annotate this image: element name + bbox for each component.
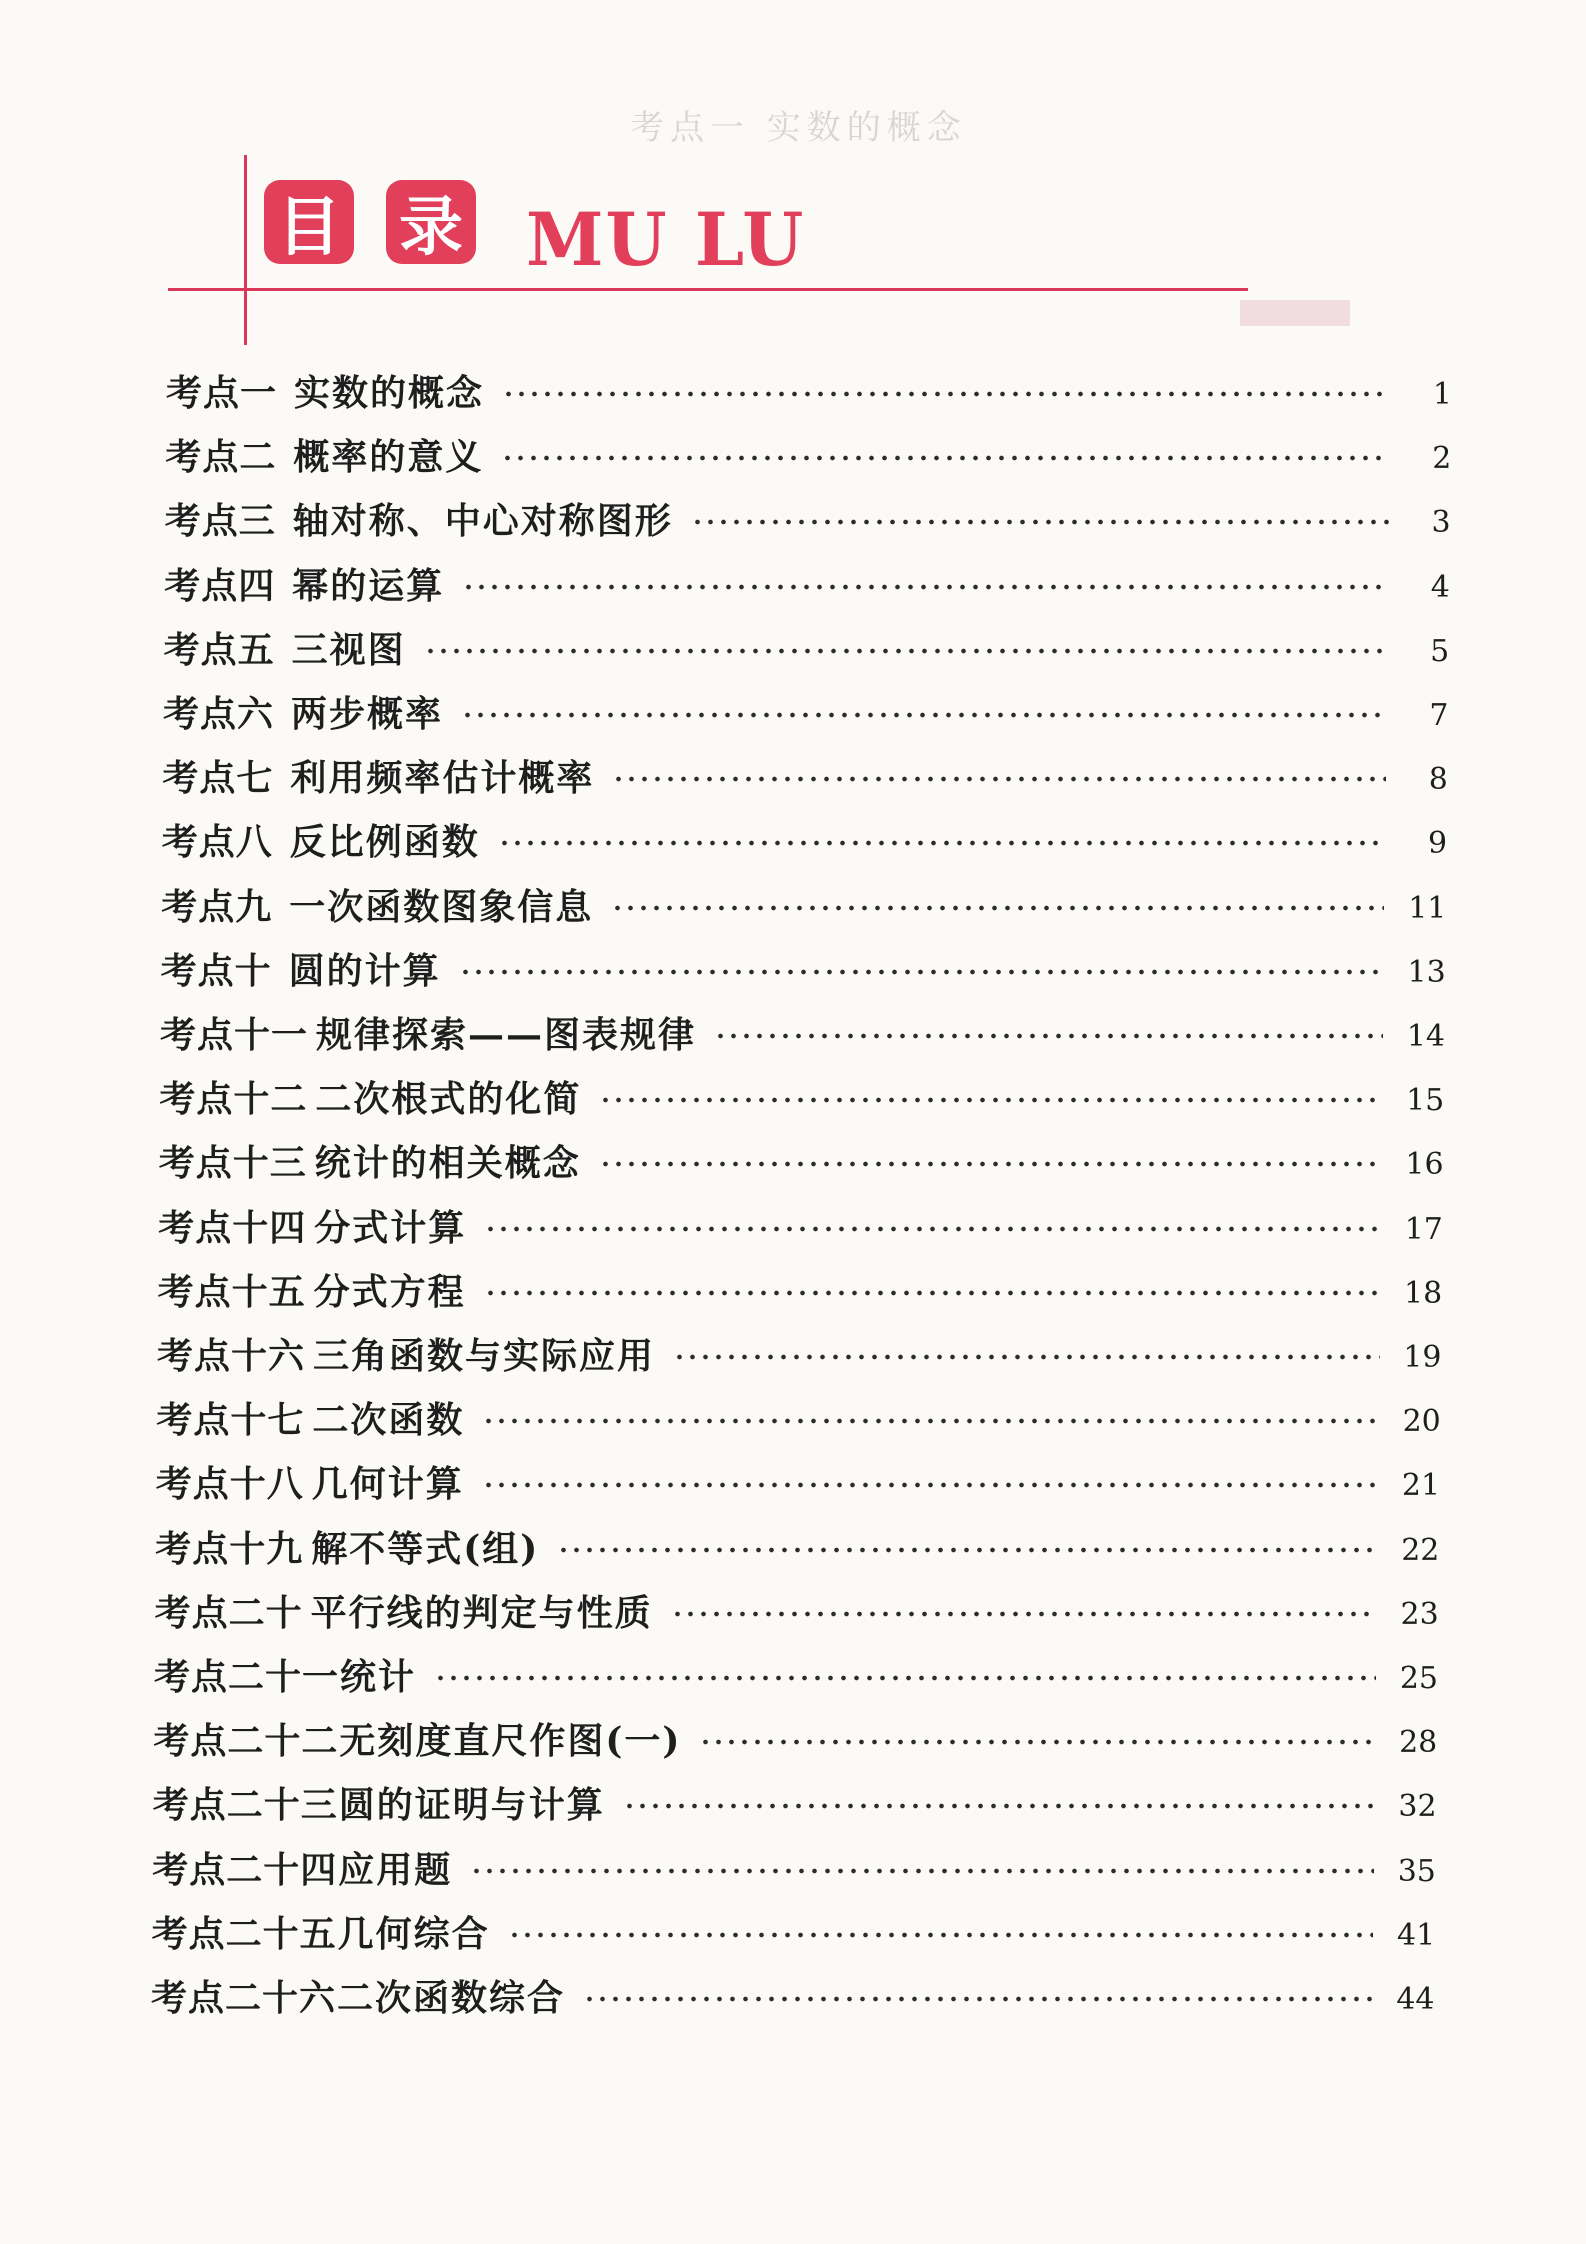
toc-entry-number: 考点七 (162, 757, 274, 800)
toc-entry[interactable] (166, 360, 1452, 416)
toc-entry-page: 23 (1400, 1596, 1439, 1632)
toc-entry-number: 考点十一 (160, 1014, 309, 1056)
toc-entry-title: 规律探索——图表规律 (316, 1014, 697, 1056)
toc-entry-page: 1 (1432, 377, 1452, 412)
toc-entry-title: 无刻度直尺作图(一) (339, 1720, 682, 1763)
toc-entry-page: 9 (1428, 826, 1448, 862)
toc-entry[interactable] (154, 1644, 1438, 1700)
toc-entry-number: 考点五 (163, 628, 275, 671)
toc-entry-page: 7 (1429, 698, 1449, 733)
toc-entry-page: 18 (1404, 1275, 1443, 1311)
toc-entry-number: 考点二十六 (151, 1977, 337, 2019)
toc-leader-dots (484, 1219, 1381, 1239)
title-badge-lu: 录 (386, 180, 476, 264)
toc-entry-title: 三视图 (291, 628, 406, 671)
toc-entry-title: 二次函数 (312, 1399, 465, 1442)
toc-leader-dots (424, 641, 1388, 661)
toc-entry-title: 一次函数图象信息 (289, 885, 594, 928)
toc-entry-title: 实数的概念 (294, 372, 485, 414)
toc-entry[interactable] (153, 1708, 1437, 1764)
toc-entry-number: 考点二十 (154, 1591, 303, 1634)
toc-entry-title: 轴对称、中心对称图形 (292, 500, 673, 543)
toc-entry[interactable] (153, 1772, 1437, 1828)
toc-entry-title: 圆的计算 (288, 949, 441, 992)
toc-entry-page: 8 (1428, 762, 1448, 798)
toc-entry[interactable] (152, 1837, 1436, 1893)
toc-entry[interactable] (158, 1195, 1443, 1251)
toc-leader-dots (502, 384, 1390, 404)
toc-leader-dots (599, 1154, 1382, 1174)
toc-entry-number: 考点二十二 (153, 1720, 339, 1763)
toc-entry[interactable] (162, 745, 1447, 801)
toc-entry-title: 二次函数综合 (337, 1977, 566, 2019)
header-vertical-rule (244, 155, 247, 345)
toc-leader-dots (462, 577, 1388, 597)
toc-entry[interactable] (151, 1965, 1435, 2021)
toc-entry-page: 16 (1405, 1147, 1444, 1183)
toc-leader-dots (434, 1668, 1376, 1688)
toc-entry-title: 分式方程 (313, 1270, 466, 1313)
toc-entry-number: 考点二十五 (151, 1912, 337, 1955)
toc-entry-page: 5 (1430, 633, 1450, 669)
toc-entry-number: 考点十四 (158, 1206, 307, 1249)
toc-leader-dots (691, 512, 1389, 532)
toc-entry-title: 几何计算 (311, 1463, 464, 1506)
toc-entry-title: 解不等式(组) (311, 1527, 540, 1570)
toc-entry[interactable] (156, 1387, 1440, 1443)
toc-leader-dots (459, 962, 1384, 982)
toc-leader-dots (482, 1475, 1378, 1495)
toc-entry-title: 利用频率估计概率 (290, 757, 595, 800)
toc-entry-number: 考点十二 (159, 1078, 308, 1121)
toc-entry-page: 19 (1403, 1340, 1442, 1375)
toc-entry-number: 考点九 (161, 885, 273, 928)
toc-entry-number: 考点十 (160, 949, 272, 992)
toc-leader-dots (583, 1989, 1373, 2009)
toc-entry-title: 两步概率 (291, 693, 444, 735)
toc-entry[interactable] (165, 488, 1451, 544)
toc-leader-dots (461, 705, 1387, 725)
toc-entry[interactable] (159, 1130, 1444, 1186)
toc-entry-title: 三角函数与实际应用 (313, 1335, 656, 1377)
toc-leader-dots (501, 448, 1389, 468)
toc-entry-page: 3 (1431, 505, 1451, 541)
toc-entry[interactable] (165, 424, 1451, 480)
toc-entry[interactable] (164, 553, 1450, 609)
toc-entry-number: 考点六 (163, 693, 275, 735)
toc-entry-page: 13 (1407, 954, 1446, 990)
toc-entry-title: 幂的运算 (292, 564, 445, 607)
toc-leader-dots (714, 1026, 1383, 1046)
toc-leader-dots (482, 1411, 1378, 1431)
toc-leader-dots (498, 833, 1385, 853)
toc-leader-dots (671, 1604, 1377, 1624)
toc-entry[interactable] (161, 874, 1446, 930)
toc-leader-dots (484, 1283, 1381, 1303)
toc-entry-number: 考点十三 (158, 1142, 307, 1185)
toc-header (0, 0, 1586, 360)
toc-entry-title: 圆的证明与计算 (338, 1784, 605, 1827)
toc-entry[interactable] (161, 938, 1446, 994)
toc-entry[interactable] (155, 1516, 1439, 1572)
toc-entry[interactable] (160, 1002, 1445, 1058)
toc-entry-page: 4 (1430, 569, 1450, 605)
toc-entry-page: 25 (1399, 1661, 1438, 1696)
toc-entry-page: 11 (1408, 890, 1447, 926)
toc-entry-title: 概率的意义 (293, 436, 484, 479)
toc-entry-number: 考点二十四 (152, 1848, 338, 1891)
toc-entry-page: 20 (1402, 1404, 1441, 1440)
toc-entry-number: 考点十九 (155, 1527, 304, 1570)
toc-entry-number: 考点二十三 (152, 1784, 338, 1827)
toc-entry-number: 考点十六 (157, 1335, 306, 1377)
toc-entry-page: 44 (1396, 1982, 1435, 2017)
toc-entry-page: 22 (1401, 1532, 1440, 1568)
toc-entry-number: 考点二 (165, 436, 277, 479)
toc-entry[interactable] (164, 617, 1450, 673)
toc-entry-number: 考点二十一 (154, 1656, 340, 1698)
toc-entry-page: 2 (1432, 441, 1452, 477)
toc-entry-title: 分式计算 (314, 1206, 467, 1249)
title-latin: MU LU (526, 195, 806, 284)
toc-entry[interactable] (158, 1259, 1443, 1315)
toc-entry[interactable] (157, 1323, 1442, 1379)
toc-entry-number: 考点四 (164, 564, 276, 607)
toc-entry-number: 考点一 (166, 372, 278, 414)
toc-entry-number: 考点三 (164, 500, 276, 543)
toc-entry-page: 21 (1401, 1468, 1441, 1504)
toc-entry-title: 统计的相关概念 (314, 1142, 581, 1185)
toc-leader-dots (557, 1540, 1377, 1560)
toc-entry[interactable] (155, 1580, 1439, 1636)
toc-entry-title: 统计 (340, 1656, 417, 1698)
toc-entry-page: 14 (1406, 1019, 1445, 1054)
toc-entry-number: 考点十八 (155, 1463, 304, 1506)
toc-entry[interactable] (159, 1066, 1444, 1122)
toc-leader-dots (699, 1732, 1375, 1752)
title-badge-mu: 目 (264, 180, 354, 264)
toc-entry-title: 二次根式的化简 (315, 1078, 582, 1121)
toc-leader-dots (599, 1090, 1382, 1110)
header-horizontal-rule (168, 288, 1248, 291)
toc-entry-title: 平行线的判定与性质 (310, 1591, 653, 1634)
toc-entry-page: 32 (1398, 1789, 1437, 1825)
toc-entry-page: 28 (1399, 1725, 1438, 1761)
toc-entry-page: 17 (1404, 1211, 1443, 1247)
toc-entry-number: 考点十五 (157, 1270, 306, 1313)
bleed-through-heading: 考点一 实数的概念 (630, 108, 967, 148)
toc-entry-title: 几何综合 (337, 1912, 490, 1955)
toc-entry-page: 15 (1406, 1083, 1445, 1119)
toc-entry[interactable] (156, 1451, 1440, 1507)
toc-entry-number: 考点十七 (156, 1399, 305, 1442)
toc-entry-title: 反比例函数 (289, 821, 480, 864)
toc-entry-title: 应用题 (338, 1848, 453, 1891)
toc-entry[interactable] (162, 809, 1447, 865)
toc-leader-dots (612, 769, 1385, 789)
toc-leader-dots (611, 898, 1384, 918)
toc-leader-dots (623, 1796, 1375, 1816)
toc-entry[interactable] (163, 681, 1449, 737)
toc-leader-dots (673, 1347, 1380, 1367)
toc-leader-dots (508, 1925, 1374, 1945)
toc-leader-dots (470, 1861, 1374, 1881)
toc-entry-page: 41 (1397, 1917, 1436, 1953)
toc-entry[interactable] (152, 1901, 1436, 1957)
toc-entry-page: 35 (1397, 1853, 1436, 1889)
toc-entry-number: 考点八 (161, 821, 273, 864)
